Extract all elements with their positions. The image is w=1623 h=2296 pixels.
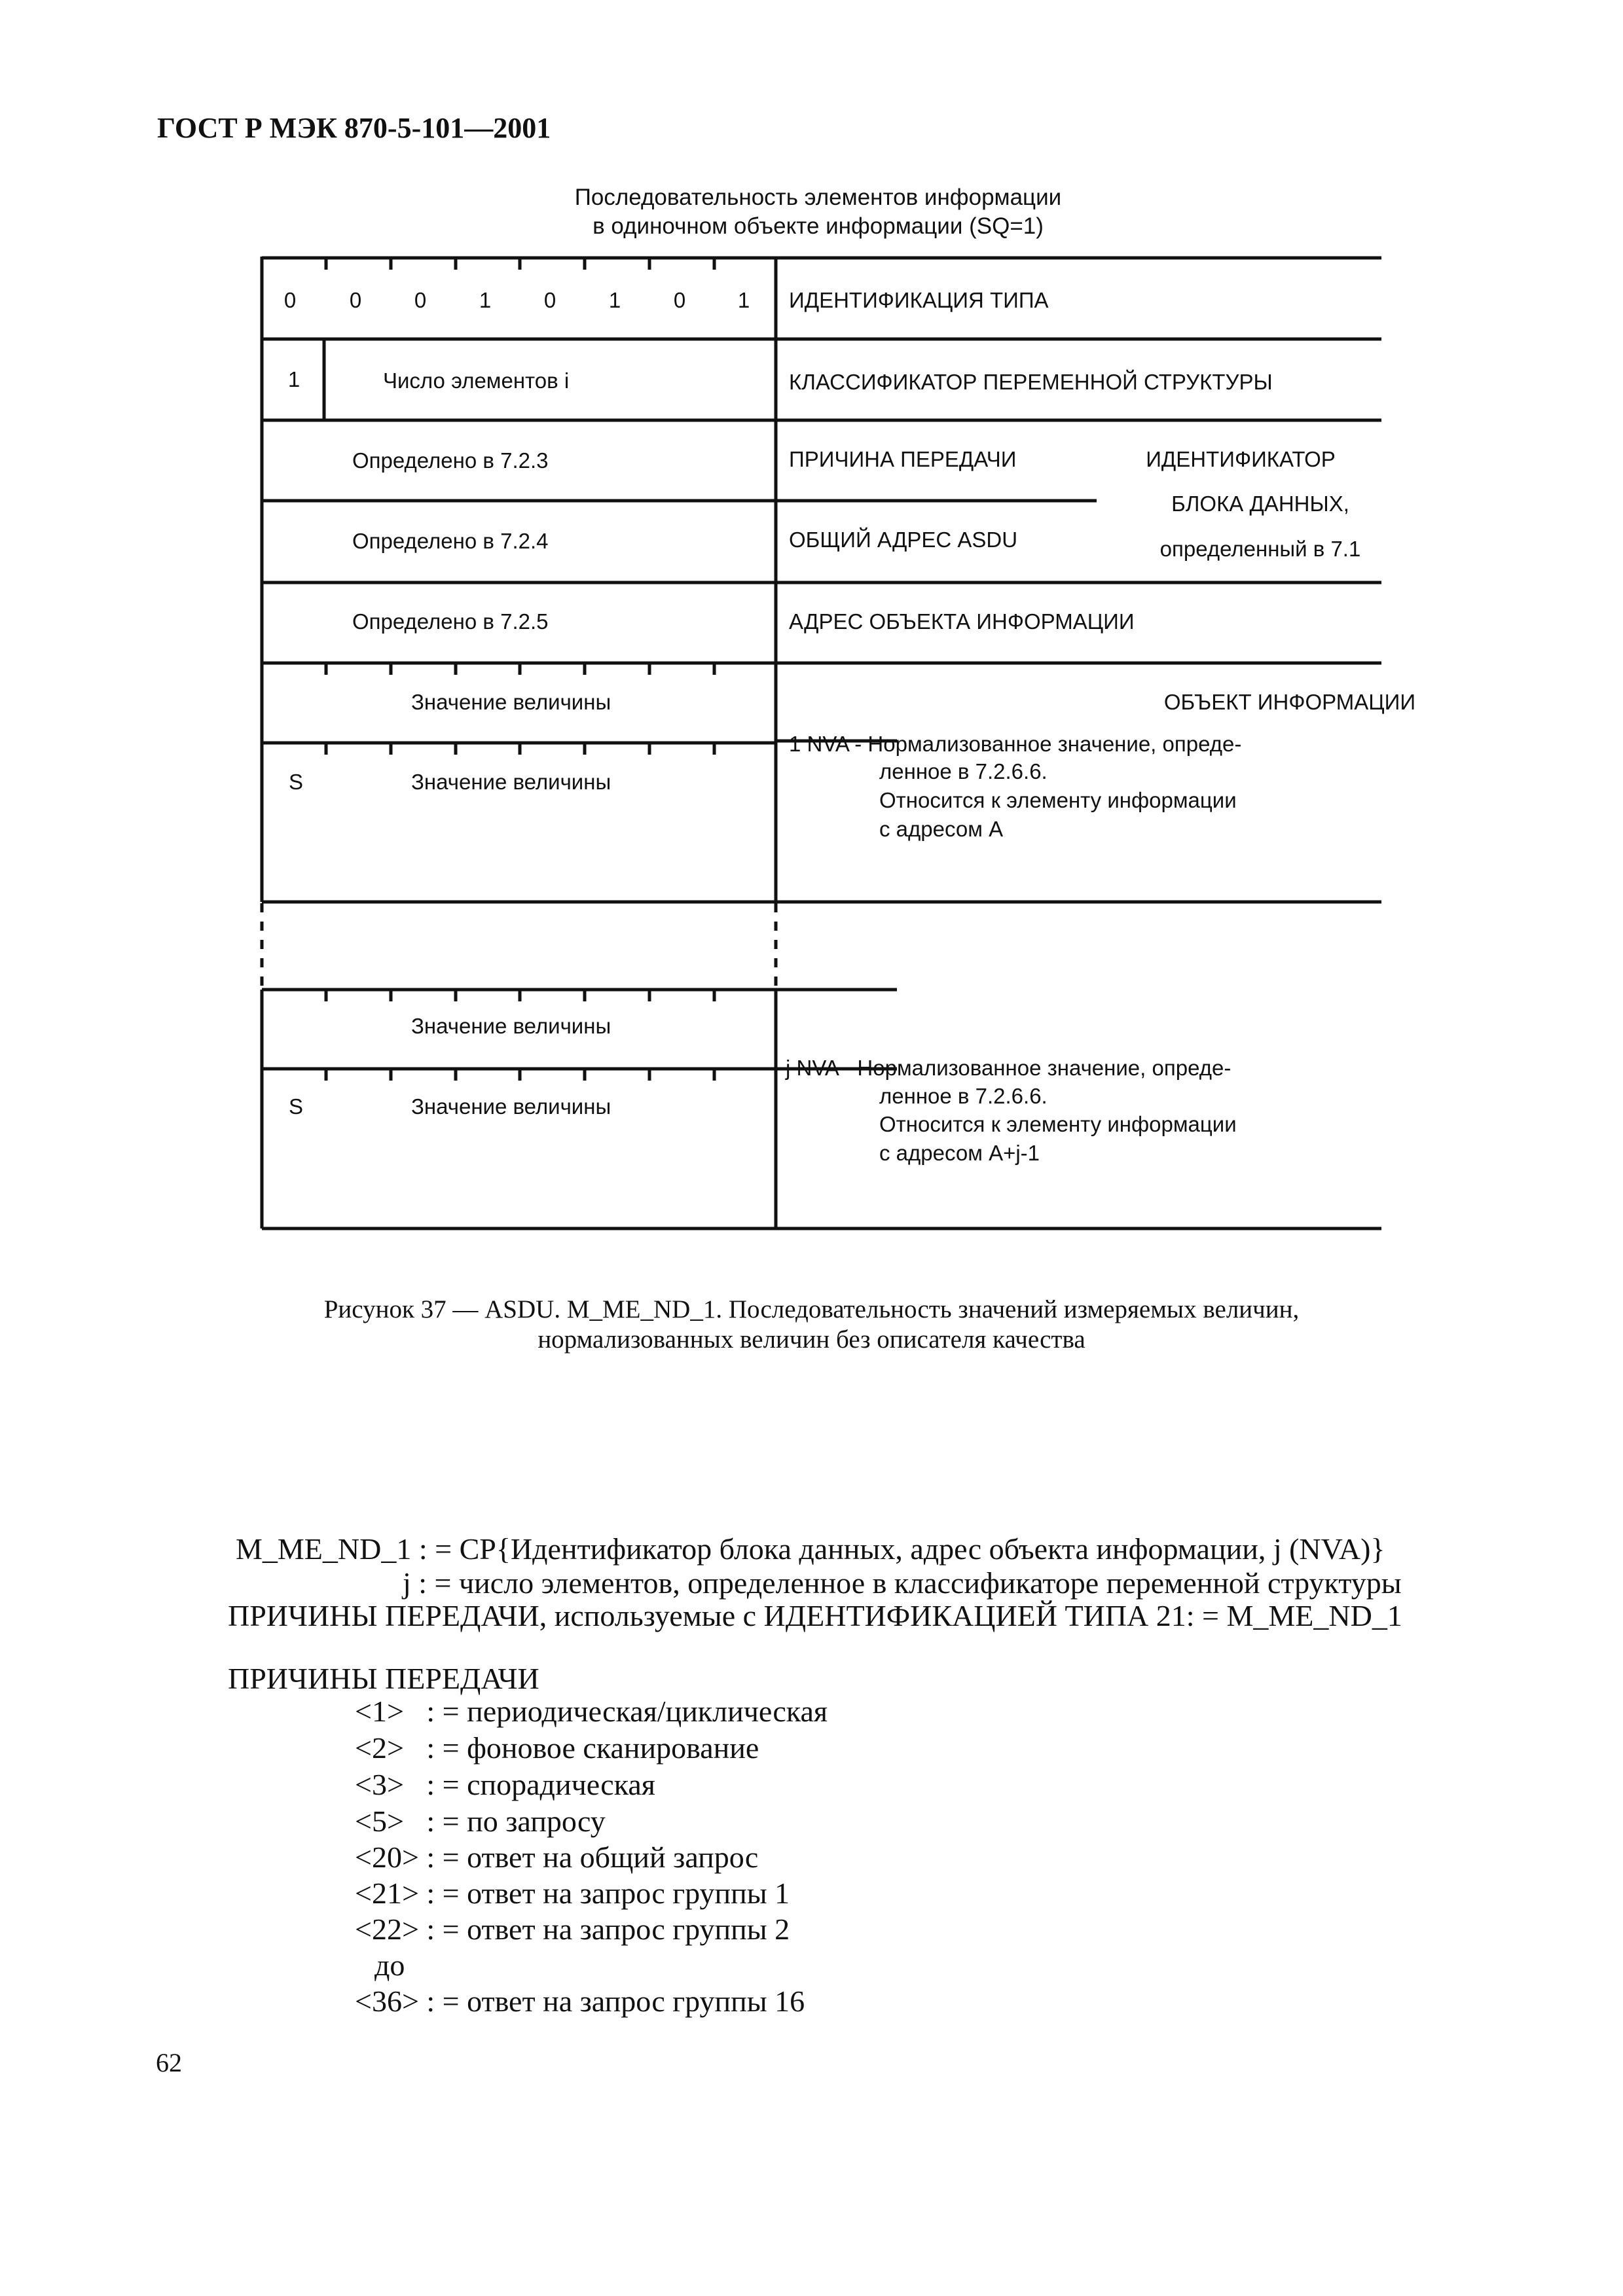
type-bit-1: 0: [283, 288, 297, 312]
label-dui-line-3: определенный в 7.1: [1159, 537, 1361, 561]
defined-cot: Определено в 7.2.3: [352, 448, 549, 473]
defined-ioa: Определено в 7.2.5: [352, 609, 549, 634]
page-number: 62: [156, 2048, 182, 2077]
cause-range-until: до: [374, 1948, 405, 1982]
value-low-j: Значение величины: [411, 1014, 611, 1038]
nva-1-line-3: Относится к элементу информации: [879, 788, 1237, 812]
type-bit-8: 1: [737, 288, 750, 312]
number-of-elements: Число элементов i: [383, 368, 570, 393]
cause-item: <2> : = фоновое сканирование: [355, 1731, 759, 1765]
figure-caption-line-1: Рисунок 37 — ASDU. M_ME_ND_1. Последовательность значений измеряемых величин,: [323, 1295, 1300, 1323]
definition-line-3: ПРИЧИНЫ ПЕРЕДАЧИ, используемые с ИДЕНТИФИКАЦИЕЙ ТИПА 21: = M_ME_ND_1: [228, 1599, 1402, 1632]
label-ioa: АДРЕС ОБЪЕКТА ИНФОРМАЦИИ: [789, 609, 1135, 634]
figure-title-line-1: Последовательность элементов информации: [574, 185, 1062, 210]
value-low-1: Значение величины: [411, 690, 611, 714]
label-asdu-address: ОБЩИЙ АДРЕС ASDU: [789, 528, 1018, 552]
definition-line-1: M_ME_ND_1 : = CP{Идентификатор блока данных, адрес объекта информации, j (NVA)}: [236, 1532, 1385, 1566]
figure-title-line-2: в одиночном объекте информации (SQ=1): [593, 213, 1044, 239]
sign-bit-1: S: [289, 770, 304, 794]
sign-bit-j: S: [289, 1094, 304, 1119]
causes-heading: ПРИЧИНЫ ПЕРЕДАЧИ: [228, 1662, 539, 1695]
label-dui-line-2: БЛОКА ДАННЫХ,: [1171, 492, 1349, 516]
type-bit-7: 0: [673, 288, 686, 312]
document-header: ГОСТ Р МЭК 870-5-101—2001: [157, 112, 551, 144]
nva-1-line-1: 1 NVA - Нормализованное значение, опреде-: [789, 732, 1242, 756]
nva-j-line-4: с адресом А+j-1: [879, 1141, 1040, 1165]
type-bit-5: 0: [543, 288, 556, 312]
label-vsq: КЛАССИФИКАТОР ПЕРЕМЕННОЙ СТРУКТУРЫ: [789, 370, 1273, 394]
cause-item: <22> : = ответ на запрос группы 2: [355, 1912, 790, 1946]
defined-asdu-address: Определено в 7.2.4: [352, 529, 549, 553]
label-info-object: ОБЪЕКТ ИНФОРМАЦИИ: [1163, 690, 1416, 714]
label-type-id: ИДЕНТИФИКАЦИЯ ТИПА: [789, 288, 1049, 312]
value-high-1: Значение величины: [411, 770, 611, 794]
nva-j-line-1: j NVA - Нормализованное значение, опреде-: [786, 1056, 1231, 1080]
cause-item: <3> : = спорадическая: [355, 1768, 655, 1801]
type-bit-2: 0: [349, 288, 362, 312]
cause-item: <21> : = ответ на запрос группы 1: [355, 1876, 790, 1910]
nva-1-line-4: с адресом А: [879, 817, 1004, 841]
cause-item-last: <36> : = ответ на запрос группы 16: [355, 1984, 805, 2018]
nva-j-line-3: Относится к элементу информации: [879, 1112, 1237, 1136]
cause-item: <5> : = по запросу: [355, 1804, 606, 1838]
nva-1-line-2: ленное в 7.2.6.6.: [879, 759, 1048, 783]
cause-item: <1> : = периодическая/циклическая: [355, 1695, 828, 1728]
type-bit-4: 1: [479, 288, 492, 312]
type-bit-3: 0: [414, 288, 427, 312]
label-cot: ПРИЧИНА ПЕРЕДАЧИ: [789, 447, 1017, 471]
figure-caption-line-2: нормализованных величин без описателя качества: [538, 1325, 1085, 1354]
type-bit-6: 1: [608, 288, 621, 312]
sq-bit: 1: [287, 367, 301, 391]
nva-j-line-2: ленное в 7.2.6.6.: [879, 1084, 1048, 1108]
definition-line-2: j : = число элементов, определенное в классификаторе переменной структуры: [403, 1566, 1402, 1600]
value-high-j: Значение величины: [411, 1094, 611, 1119]
cause-item: <20> : = ответ на общий запрос: [355, 1840, 759, 1874]
label-dui-line-1: ИДЕНТИФИКАТОР: [1146, 447, 1336, 471]
